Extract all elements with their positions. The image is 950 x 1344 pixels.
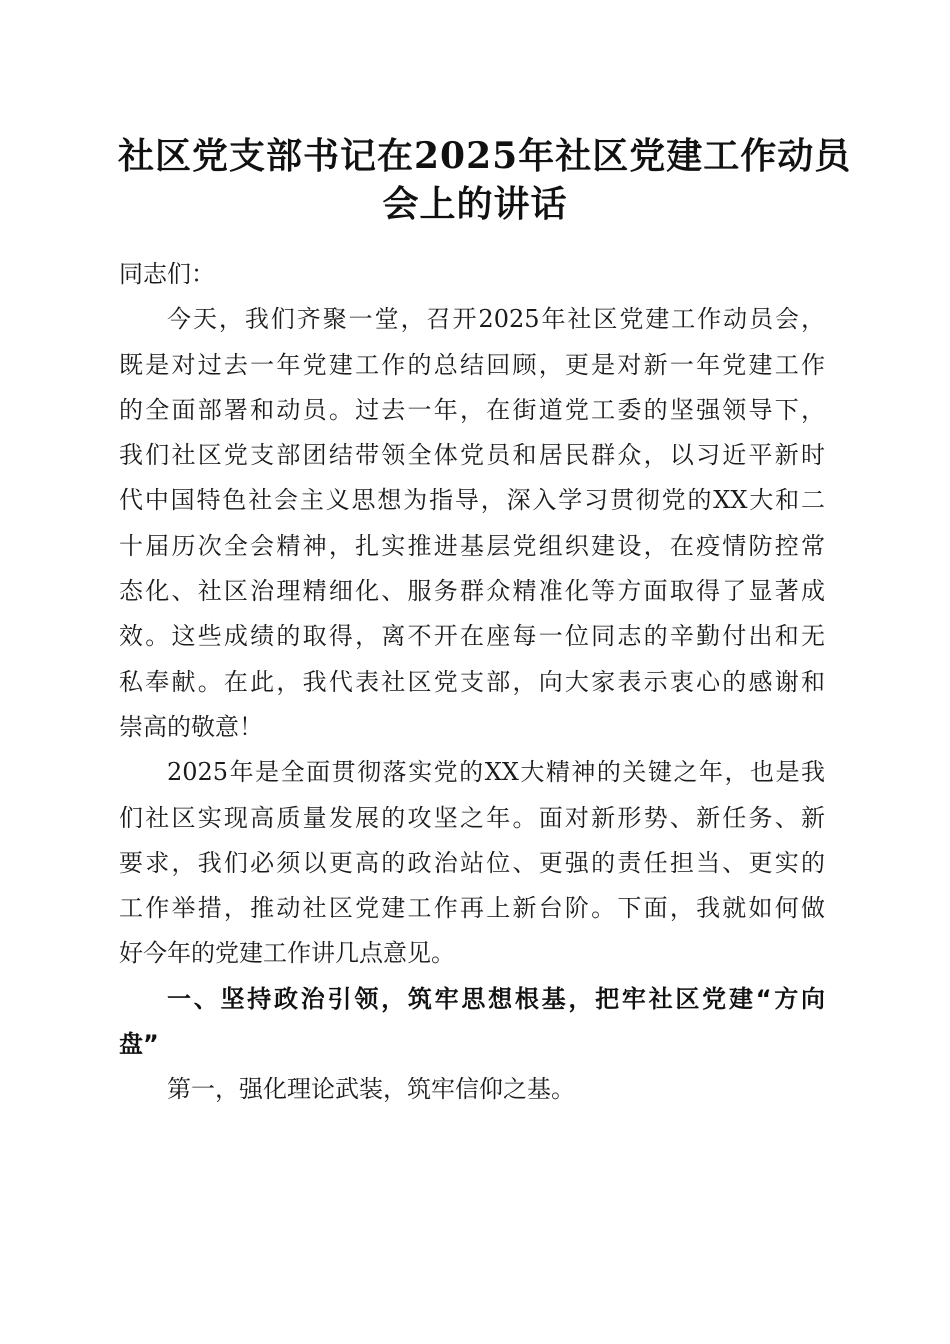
paragraph-1-line: 今天，我们齐聚一堂，召开2025年社区党建工作动员会， (167, 305, 825, 334)
paragraph-2-line: 2025年是全面贯彻落实党的XX大精神的关键之年，也是我 (167, 758, 825, 787)
title-line-1: 社区党支部书记在2025年社区党建工作动员 (118, 135, 852, 177)
paragraph-1-line: 十届历次全会精神，扎实推进基层党组织建设，在疫情防控常 (119, 531, 825, 560)
paragraph-1-line: 私奉献。在此，我代表社区党支部，向大家表示衷心的感谢和 (119, 667, 825, 696)
paragraph-1-line: 崇高的敬意！ (119, 712, 263, 741)
paragraph-1-line: 效。这些成绩的取得，离不开在座每一位同志的辛勤付出和无 (119, 622, 825, 651)
paragraph-1-line: 代中国特色社会主义思想为指导，深入学习贯彻党的XX大和二 (119, 486, 825, 515)
paragraph-1-line: 我们社区党支部团结带领全体党员和居民群众，以习近平新时 (119, 441, 825, 470)
paragraph-2-line: 工作举措，推动社区党建工作再上新台阶。下面，我就如何做 (119, 894, 825, 923)
paragraph-1-line: 既是对过去一年党建工作的总结回顾，更是对新一年党建工作 (119, 350, 825, 379)
paragraph-2-line: 好今年的党建工作讲几点意见。 (119, 939, 455, 968)
subpoint-1: 第一，强化理论武装，筑牢信仰之基。 (167, 1075, 575, 1104)
title-line-2: 会上的讲话 (382, 183, 568, 225)
document-title (118, 132, 852, 228)
paragraph-1-line: 的全面部署和动员。过去一年，在街道党工委的坚强领导下， (119, 395, 825, 424)
section-heading-1-line: 盘” (119, 1030, 159, 1059)
document-body (119, 252, 825, 1113)
paragraph-2-line: 们社区实现高质量发展的攻坚之年。面对新形势、新任务、新 (119, 803, 825, 832)
paragraph-1-line: 态化、社区治理精细化、服务群众精准化等方面取得了显著成 (119, 577, 825, 606)
section-heading-1-line: 一、坚持政治引领，筑牢思想根基，把牢社区党建“方向 (167, 984, 825, 1013)
paragraph-2-line: 要求，我们必须以更高的政治站位、更强的责任担当、更实的 (119, 848, 825, 877)
salutation: 同志们： (119, 260, 215, 288)
